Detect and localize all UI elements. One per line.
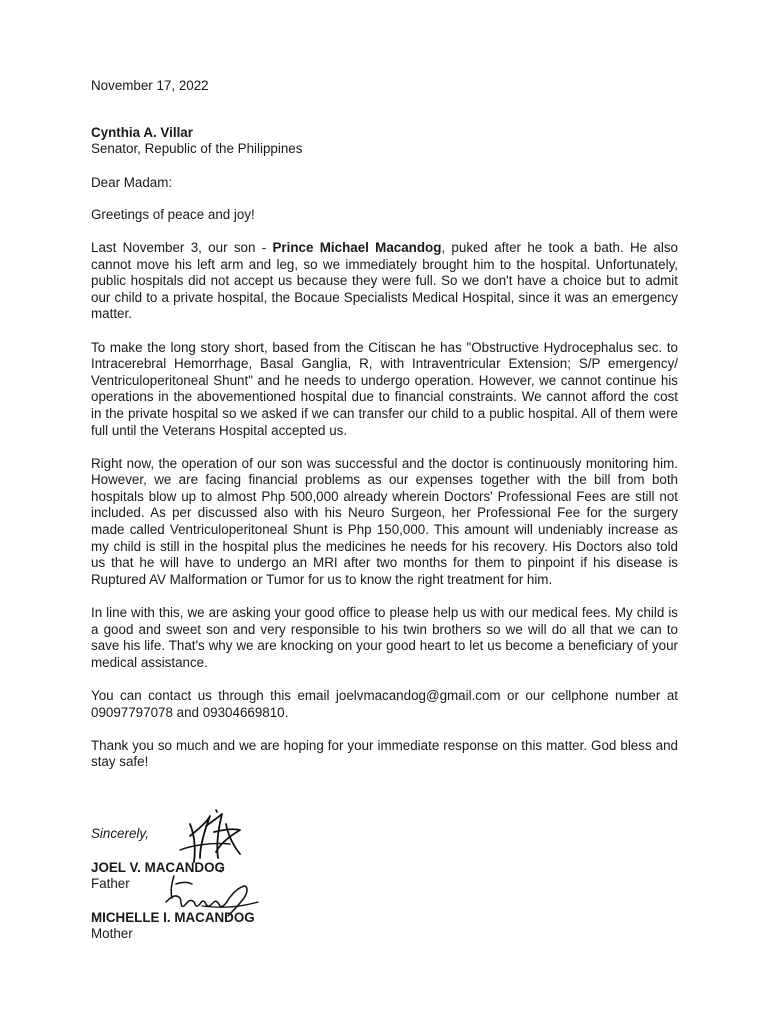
paragraph-contact: You can contact us through this email joelvmacandog@gmail.com or our cellphone number at 09097797078 and 09304669810. [91, 688, 678, 720]
paragraph-financial: Right now, the operation of our son was successful and the doctor is continuously monitoring him. However, we are facing financial problems as our expenses together with the bill from both hospitals blow up to almost Php 500,000 already wherein Doctors' Professional Fees are still not included. As per discussed also with his Neuro Surgeon, her Professional Fee for the surgery made called Ventriculoperitoneal Shunt is Php 150,000. This amount will undeniably increase as my child is still in the hospital plus the medicines he needs for his recovery. His Doctors also told us that he will have to undergo an MRI after two months for them to pinpoint if his disease is Ruptured AV Malformation or Tumor for us to know the right treatment for him. [91, 455, 678, 587]
father-role: Father [91, 876, 130, 892]
recipient-name: Cynthia A. Villar [91, 124, 193, 140]
paragraph-incident-start: Last November 3, our son - [91, 239, 273, 255]
paragraph-incident [91, 240, 678, 323]
paragraph-diagnosis: To make the long story short, based from the Citiscan he has "Obstructive Hydrocephalus sec. to Intracerebral Hemorrhage, Basal Ganglia, R, with Intraventricular Extension; S/P emergency/ Ventriculoperitoneal Shunt" and he needs to undergo operation. However, we cannot continue his operations in the abovementioned hospital due to financial constraints. We cannot afford the cost in the private hospital so we asked if we can transfer our child to a public hospital. All of them were full until the Veterans Hospital accepted us. [91, 339, 678, 438]
salutation: Dear Madam: [91, 174, 173, 190]
paragraph-thanks: Thank you so much and we are hoping for your immediate response on this matter. God bless and stay safe! [91, 737, 678, 770]
recipient-title: Senator, Republic of the Philippines [91, 141, 303, 157]
signature-block [91, 826, 391, 943]
father-name: JOEL V. MACANDOG [91, 859, 225, 875]
greeting: Greetings of peace and joy! [91, 207, 255, 223]
mother-name: MICHELLE I. MACANDOG [91, 909, 255, 925]
paragraph-incident-rest: , puked after he took a bath. He also cannot move his left arm and leg, so we immediately brought him to the hospital. Unfortunately, public hospitals did not accept us because they were full. So we don't have a choice but to admit our child to a private hospital, the Bocaue Specialists Medical Hospital, since it was an emergency matter. [91, 239, 678, 322]
paragraph-request: In line with this, we are asking your good office to please help us with our medical fees. My child is a good and sweet son and very responsible to his twin brothers so we will do all that we can to save his life. That's why we are knocking on your good heart to let us become a beneficiary of your medical assistance. [91, 605, 678, 670]
closing-text: Sincerely, [91, 826, 149, 841]
letter-date: November 17, 2022 [91, 78, 209, 93]
mother-role: Mother [91, 926, 133, 942]
patient-name: Prince Michael Macandog [272, 239, 442, 255]
letter-body [91, 78, 678, 788]
